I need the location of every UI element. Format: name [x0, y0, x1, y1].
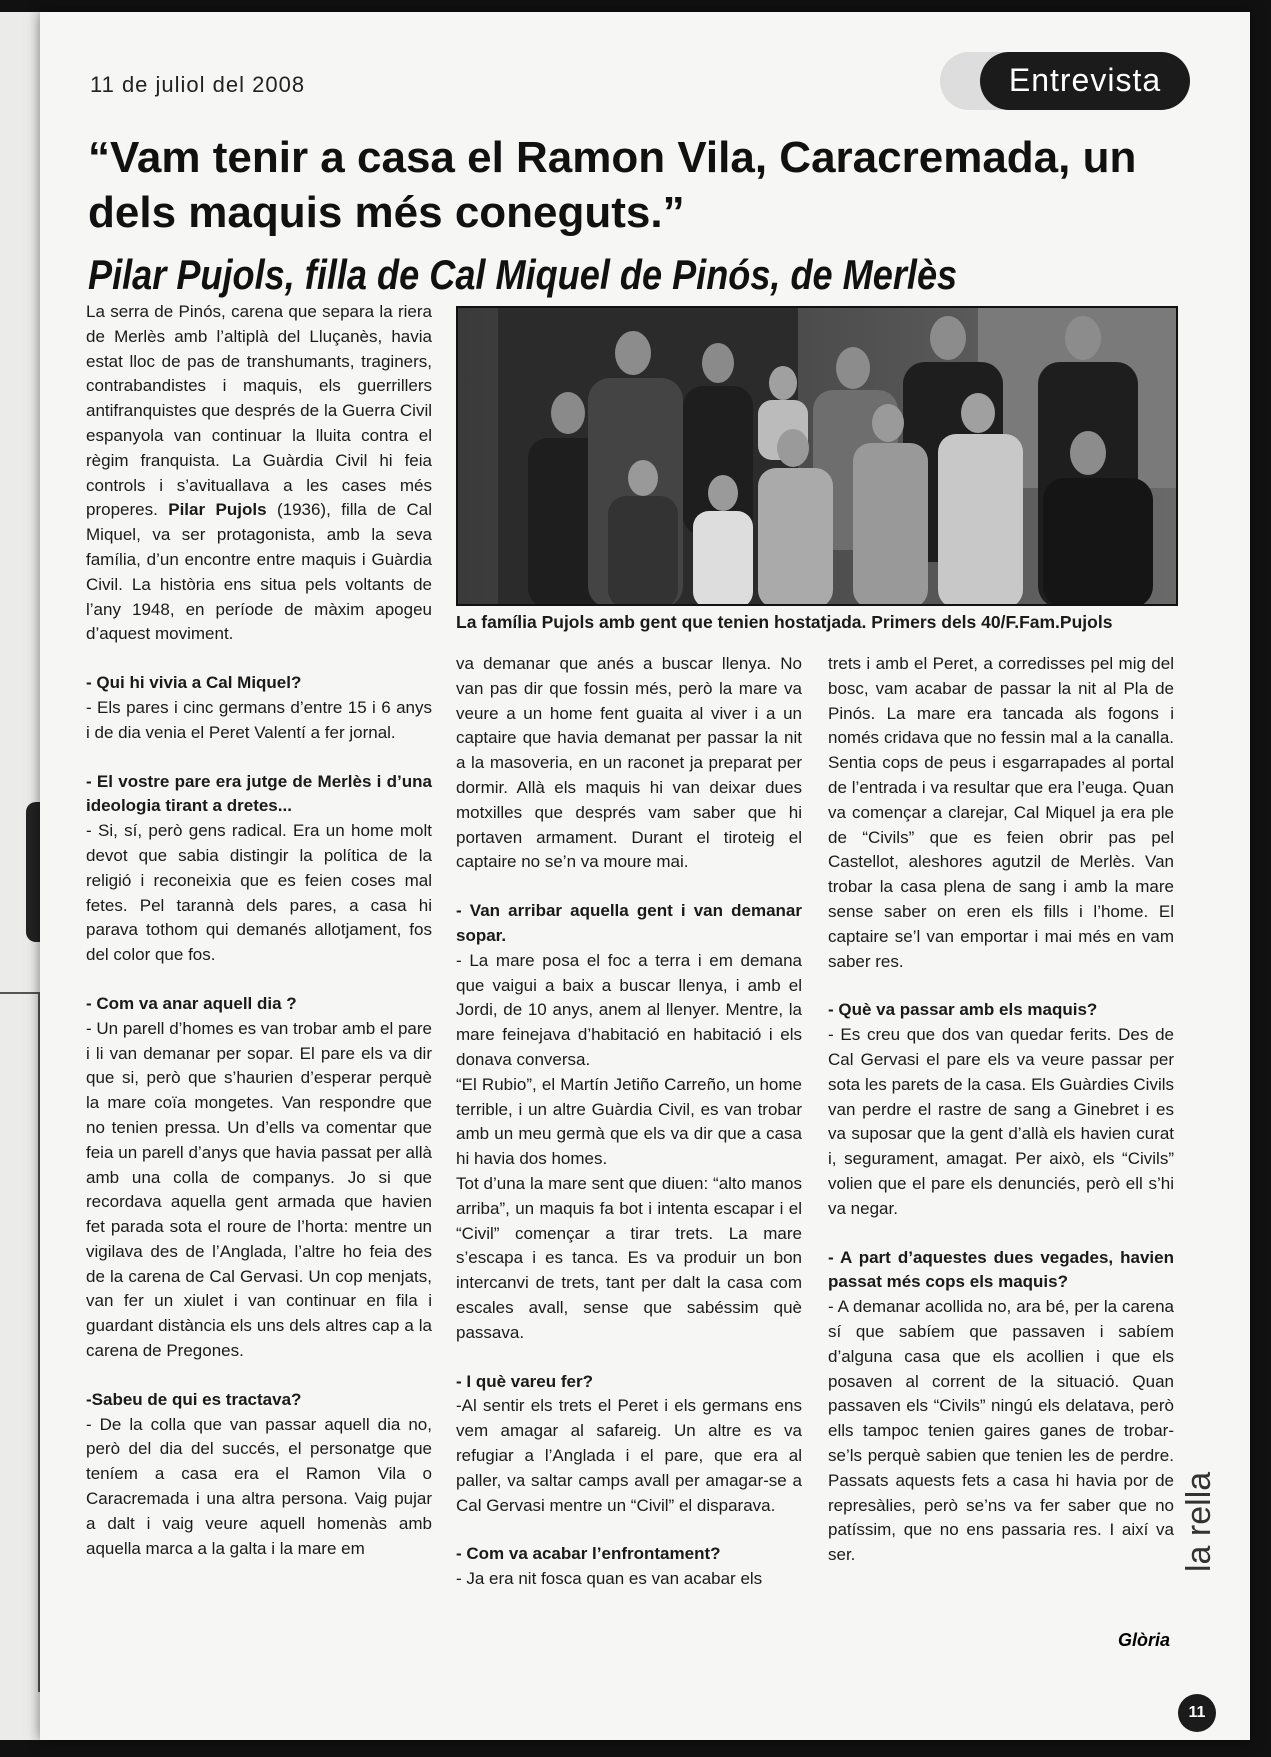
answer-4: - De la colla que van passar aquell dia no, però del dia del succés, el personatge que teníem a casa era el Ramon Vila o Caracremada i una altra persona. Vaig pujar a dalt i vaig veure aquell homenàs amb aquella marca a la galta i la mare em — [86, 1414, 432, 1558]
answer-7: - Ja era nit fosca quan es van acabar els — [456, 1569, 763, 1589]
subheadline: Pilar Pujols, filla de Cal Miquel de Pinós, de Merlès — [88, 251, 958, 298]
intro-text-a: La serra de Pinós, carena que separa la riera de Merlès amb l’altiplà del Lluçanès, havia estat lloc de pas de transhumants, traginers, contrabandistes i maquis, els guerrillers antifranquistes que després de la Guerra Civil espanyola van continuar la lluita contra el règim franquista. La Guàrdia Civil hi feia controls i s’avituallava a les cases més properes. — [86, 302, 432, 520]
answer-1: - Els pares i cinc germans d’entre 15 i 6 anys i de dia venia el Peret Valentí a fer jornal. — [86, 697, 432, 742]
answer-8: - Es creu que dos van quedar ferits. Des de Cal Gervasi el pare els va veure passar per sota les parets de la casa. Els Guàrdies Civils van perdre el rastre de sang a Ginebret i es va suposar que la gent d’allà els havien curat i, segurament, amagat. Per això, els “Civils” volien que el pare els denunciés, però ell s’hi va negar. — [828, 1025, 1174, 1218]
column-1 — [86, 300, 432, 1585]
intro-name: Pilar Pujols — [168, 500, 267, 520]
answer-3: - Un parell d’homes es van trobar amb el pare i li van demanar per sopar. El pare els va dir que si, però que s’haurien d’esperar perquè la mare coïa mongetes. Van respondre que no tenien pressa. Un d’ells va comentar que feia un parell d’anys que havia passat per allà amb una colla de companys. Jo si que recordava aquella gent armada que havien fet parada sota el roure de l’horta: mentre un vigilava des de l’Anglada, l’altre ho feia des de la carena de Cal Gervasi. Un cop menjats, van fer un xiulet i van continuar en fila i guardant distància els uns dels altres cap a la carena de Pregones. — [86, 1018, 432, 1361]
page-number: 11 — [1178, 1694, 1216, 1732]
column-3 — [828, 652, 1174, 1592]
headline: “Vam tenir a casa el Ramon Vila, Caracremada, un dels maquis més coneguts.” — [88, 133, 1137, 237]
column-2-continuation: va demanar que anés a buscar llenya. No van pas dir que fossin més, però la mare va veure a un home fent guaita al viver i a un captaire que havia demanat per passar la nit a la masoveria, en un raconet ja preparat per dormir. Allà els maquis hi van deixar dues motxilles que després vam saber que hi portaven armament. Durant el tiroteig el captaire no se’n va moure mai. — [456, 654, 802, 872]
question-6: - I què vareu fer? — [456, 1371, 593, 1391]
question-3: - Com va anar aquell dia ? — [86, 993, 297, 1013]
question-4: -Sabeu de qui es tractava? — [86, 1389, 302, 1409]
column-2 — [456, 652, 802, 1616]
issue-date: 11 de juliol del 2008 — [90, 72, 306, 97]
column-3-continuation: trets i amb el Peret, a corredisses pel mig del bosc, vam acabar de passar la nit al Pla de Pinós. La mare era tancada als fogons i només cridava que no fessin mal a la canalla. Sentia cops de peus i esgarrapades al portal de l’entrada i va resultar que era l’euga. Quan va començar a clarejar, Cal Miquel ja era ple de “Civils” que es feien obrir pas pel Castellot, aleshores agutzil de Merlès. Van trobar la casa plena de sang i amb la mare sense saber on eren els fills i l’home. El captaire se’l van emportar i mai més en vam saber res. — [828, 654, 1174, 971]
family-photo — [456, 306, 1178, 606]
magazine-page — [40, 12, 1250, 1740]
answer-5: - La mare posa el foc a terra i em demana que vaigui a baix a buscar llenya, i amb el Jordi, de 10 anys, anem al llenyer. Mentre, la mare feinejava d’habitació en habitació i els donava conversa. — [456, 950, 802, 1069]
question-7: - Com va acabar l’enfrontament? — [456, 1544, 721, 1564]
answer-9: - A demanar acollida no, ara bé, per la carena sí que sabíem que passaven i sabíem d’alguna casa que els acollien i que els posaven al corrent de la situació. Quan passaven els “Civils” ningú els delatava, però ells tampoc tenien gaires ganes de trobar-se’ls perquè sabien que tenien les de perdre. Passats aquests fets a casa hi havia por de represàlies, però se’ns va fer saber que no patíssim, que no ens passaria res. I així va ser. — [828, 1297, 1174, 1565]
answer-6: -Al sentir els trets el Peret i els germans ens vem amagar al safareig. Un altre es va refugiar a l’Anglada i el pare, que era al paller, va saltar camps avall per amagar-se a Cal Gervasi mentre un “Civil” el disparava. — [456, 1396, 802, 1515]
intro-paragraph — [86, 300, 432, 647]
magazine-brand: la rella — [1180, 1471, 1218, 1572]
question-5: - Van arribar aquella gent i van demanar sopar. — [456, 901, 802, 945]
photo-caption: La família Pujols amb gent que tenien hostatjada. Primers dels 40/F.Fam.Pujols — [456, 612, 1113, 632]
question-9: - A part d’aquestes dues vegades, havien passat més cops els maquis? — [828, 1247, 1174, 1292]
family-photo-illustration — [458, 308, 1178, 606]
section-badge: Entrevista — [980, 52, 1190, 110]
answer-2: - Si, sí, però gens radical. Era un home molt devot que sabia distingir la política de la religió i reconeixia que es feien coses mal fetes. Pel tarannà dels pares, a casa hi parava tothom qui demanés allotjament, fos del color que fos. — [86, 821, 432, 965]
intro-text-b: (1936), filla de Cal Miquel, va ser protagonista, amb la seva família, d’un encontre entre maquis i Guàrdia Civil. La història ens situa pels voltants de l’any 1948, en període de màxim apogeu d’aquest moviment. — [86, 500, 432, 644]
answer-5-part-2: “El Rubio”, el Martín Jetiño Carreño, un home terrible, i un altre Guàrdia Civil, es van trobar amb un meu germà que els va dir que a casa hi havia dos homes. — [456, 1074, 802, 1169]
previous-page-edge — [0, 12, 40, 1740]
question-2: - El vostre pare era jutge de Merlès i d’una ideologia tirant a dretes... — [86, 771, 432, 816]
question-1: - Qui hi vivia a Cal Miquel? — [86, 673, 302, 693]
question-8: - Què va passar amb els maquis? — [828, 1000, 1098, 1020]
author-signature: Glòria — [1118, 1630, 1171, 1650]
previous-page-tab — [26, 802, 40, 942]
previous-page-box — [0, 992, 40, 1692]
answer-5-part-3: Tot d’una la mare sent que diuen: “alto manos arriba”, un maquis fa bot i intenta escapar i el “Civil” començar a tirar trets. La mare s’escapa i es tanca. Es va produir un bon intercanvi de trets, tant per dalt la casa com escales avall, sense que sabéssim què passava. — [456, 1173, 802, 1342]
